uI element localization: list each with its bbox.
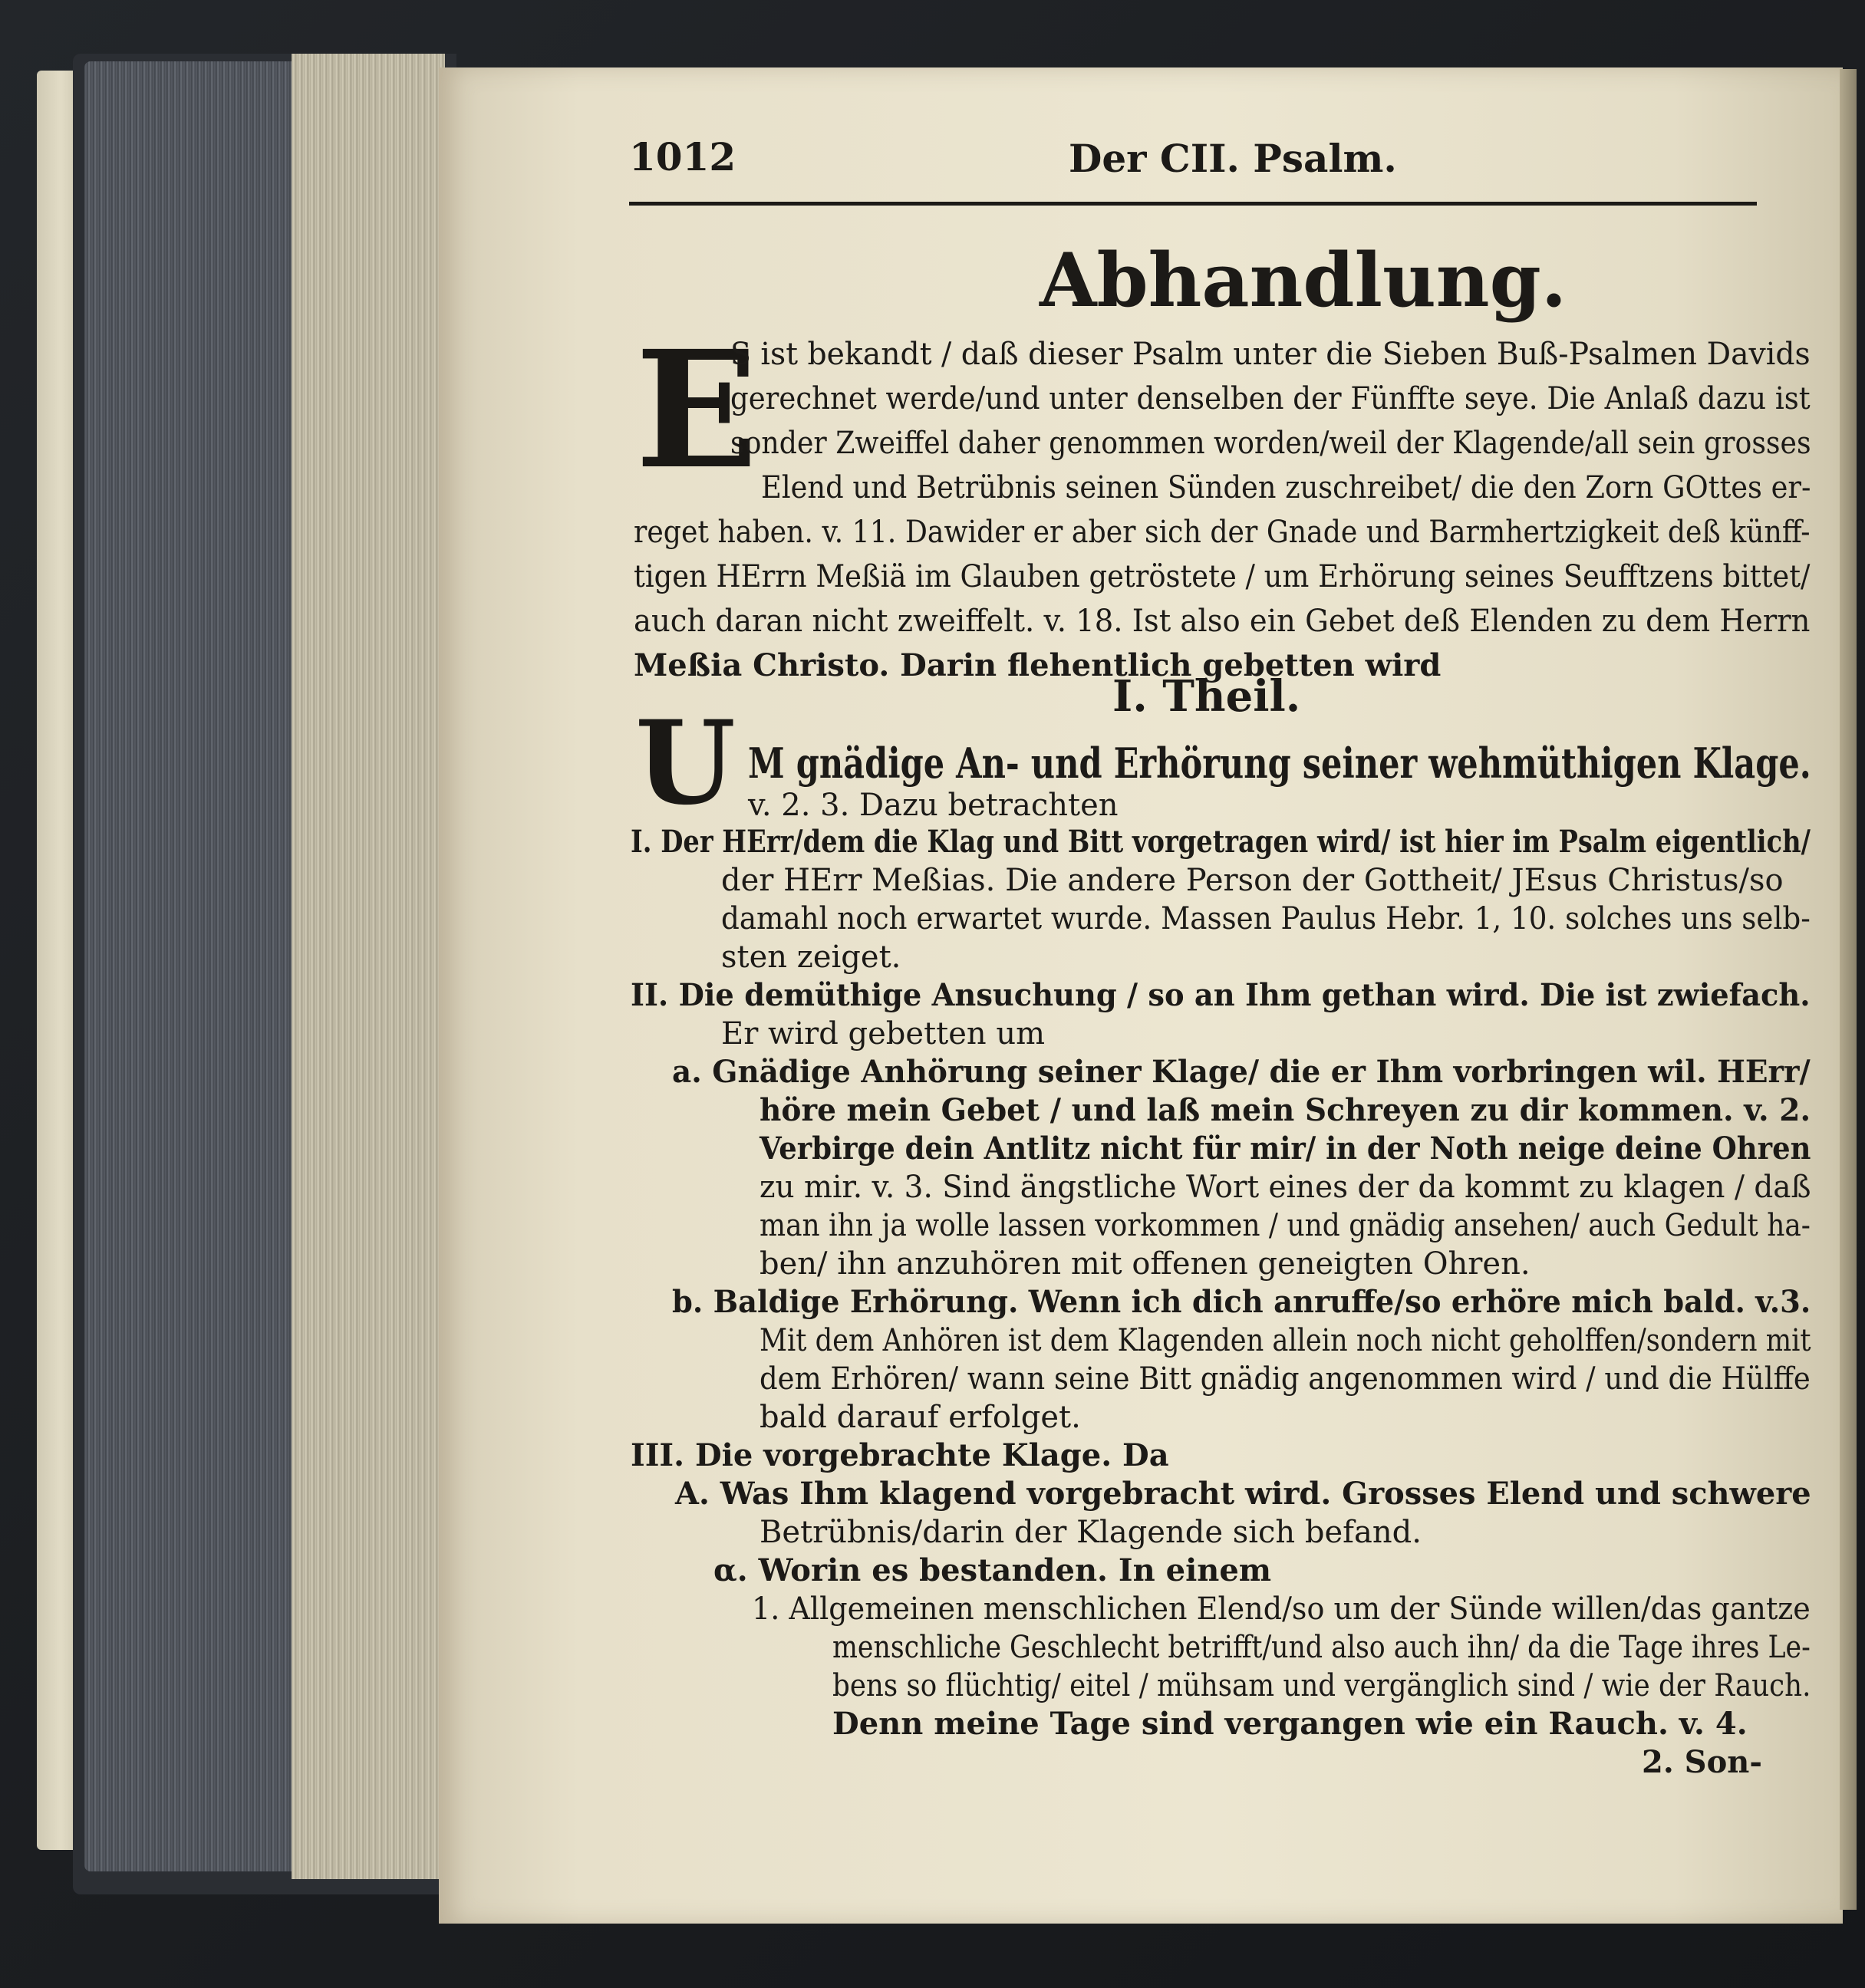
catchword: 2. Son- bbox=[1642, 1744, 1762, 1780]
part-lead-verse: v. 2. 3. Dazu betrachten bbox=[748, 788, 1119, 823]
outline-line: bens so flüchtig/ eitel / mühsam und vergänglich sind / wie der Rauch. bbox=[832, 1668, 1811, 1703]
intro-line: S ist bekandt / daß dieser Psalm unter die Sieben Buß-Psalmen Davids bbox=[730, 337, 1811, 372]
outline-line: I. Der HErr/dem die Klag und Bitt vorgetragen wird/ ist hier im Psalm eigentlich/ bbox=[631, 824, 1811, 860]
intro-line: Meßia Christo. Darin flehentlich gebetten wird bbox=[634, 647, 1442, 683]
outline-line: Denn meine Tage sind vergangen wie ein Rauch. v. 4. bbox=[832, 1706, 1748, 1742]
intro-line: gerechnet werde/und unter denselben der Fünffte seye. Die Anlaß dazu ist bbox=[730, 381, 1811, 416]
part-drop-cap: U bbox=[635, 696, 736, 831]
outline-line: Mit dem Anhören ist dem Klagenden allein noch nicht geholffen/sondern mit bbox=[760, 1323, 1811, 1358]
outline-line: A. Was Ihm klagend vorgebracht wird. Grosses Elend und schwere bbox=[675, 1476, 1811, 1512]
outline-line: Verbirge dein Antlitz nicht für mir/ in der Noth neige deine Ohren bbox=[760, 1131, 1811, 1167]
intro-line: auch daran nicht zweiffelt. v. 18. Ist also ein Gebet deß Elenden zu dem Herrn bbox=[634, 604, 1811, 639]
outline-line: Betrübnis/darin der Klagende sich befand. bbox=[760, 1515, 1422, 1550]
part-heading: I. Theil. bbox=[1112, 671, 1301, 722]
outline-line: der HErr Meßias. Die andere Person der Gottheit/ JEsus Christus/so bbox=[721, 863, 1784, 898]
outline-line: damahl noch erwartet wurde. Massen Paulus Hebr. 1, 10. solches uns selb- bbox=[721, 901, 1811, 936]
outline-line: zu mir. v. 3. Sind ängstliche Wort eines der da kommt zu klagen / daß bbox=[760, 1170, 1811, 1205]
intro-line: reget haben. v. 11. Dawider er aber sich der Gnade und Barmhertzigkeit deß künff- bbox=[634, 515, 1811, 550]
outline-line: α. Worin es bestanden. In einem bbox=[713, 1552, 1272, 1588]
outline-line: a. Gnädige Anhörung seiner Klage/ die er Ihm vorbringen wil. HErr/ bbox=[672, 1054, 1811, 1090]
outline-line: menschliche Geschlecht betrifft/und also auch ihn/ da die Tage ihres Le- bbox=[832, 1630, 1811, 1665]
page-number: 1012 bbox=[629, 134, 736, 179]
outline-line: ben/ ihn anzuhören mit offenen geneigten Ohren. bbox=[760, 1246, 1531, 1282]
intro-line: sonder Zweiffel daher genommen worden/weil der Klagende/all sein grosses bbox=[730, 426, 1811, 461]
outline-line: dem Erhören/ wann seine Bitt gnädig angenommen wird / und die Hülffe bbox=[760, 1361, 1811, 1397]
outline-line: II. Die demüthige Ansuchung / so an Ihm gethan wird. Die ist zwiefach. bbox=[631, 977, 1811, 1013]
page-fore-edge bbox=[292, 54, 445, 1879]
outline-line: man ihn ja wolle lassen vorkommen / und gnädig ansehen/ auch Gedult ha- bbox=[760, 1208, 1811, 1243]
part-lead: M gnädige An- und Erhörung seiner wehmüthigen Klage. bbox=[748, 739, 1811, 788]
intro-line: tigen HErrn Meßiä im Glauben getröstete / um Erhörung seines Seufftzens bittet/ bbox=[634, 559, 1811, 594]
intro-line: Elend und Betrübnis seinen Sünden zuschreibet/ die den Zorn GOttes er- bbox=[761, 470, 1811, 505]
outline-line: höre mein Gebet / und laß mein Schreyen zu dir kommen. v. 2. bbox=[760, 1092, 1811, 1128]
header-rule bbox=[629, 202, 1757, 206]
outline-line: 1. Allgemeinen menschlichen Elend/so um der Sünde willen/das gantze bbox=[752, 1591, 1811, 1627]
outline-line: Er wird gebetten um bbox=[721, 1016, 1046, 1052]
outline-line: b. Baldige Erhörung. Wenn ich dich anruffe/so erhöre mich bald. v.3. bbox=[672, 1284, 1811, 1320]
running-head: Der CII. Psalm. bbox=[1069, 136, 1397, 181]
outline-line: sten zeiget. bbox=[721, 940, 901, 975]
outline-line: bald darauf erfolget. bbox=[760, 1400, 1081, 1435]
section-title: Abhandlung. bbox=[1040, 237, 1567, 324]
page-gutter-shadow bbox=[1840, 69, 1857, 1910]
outline-line: III. Die vorgebrachte Klage. Da bbox=[631, 1437, 1169, 1473]
intro-drop-cap: E bbox=[635, 315, 759, 505]
